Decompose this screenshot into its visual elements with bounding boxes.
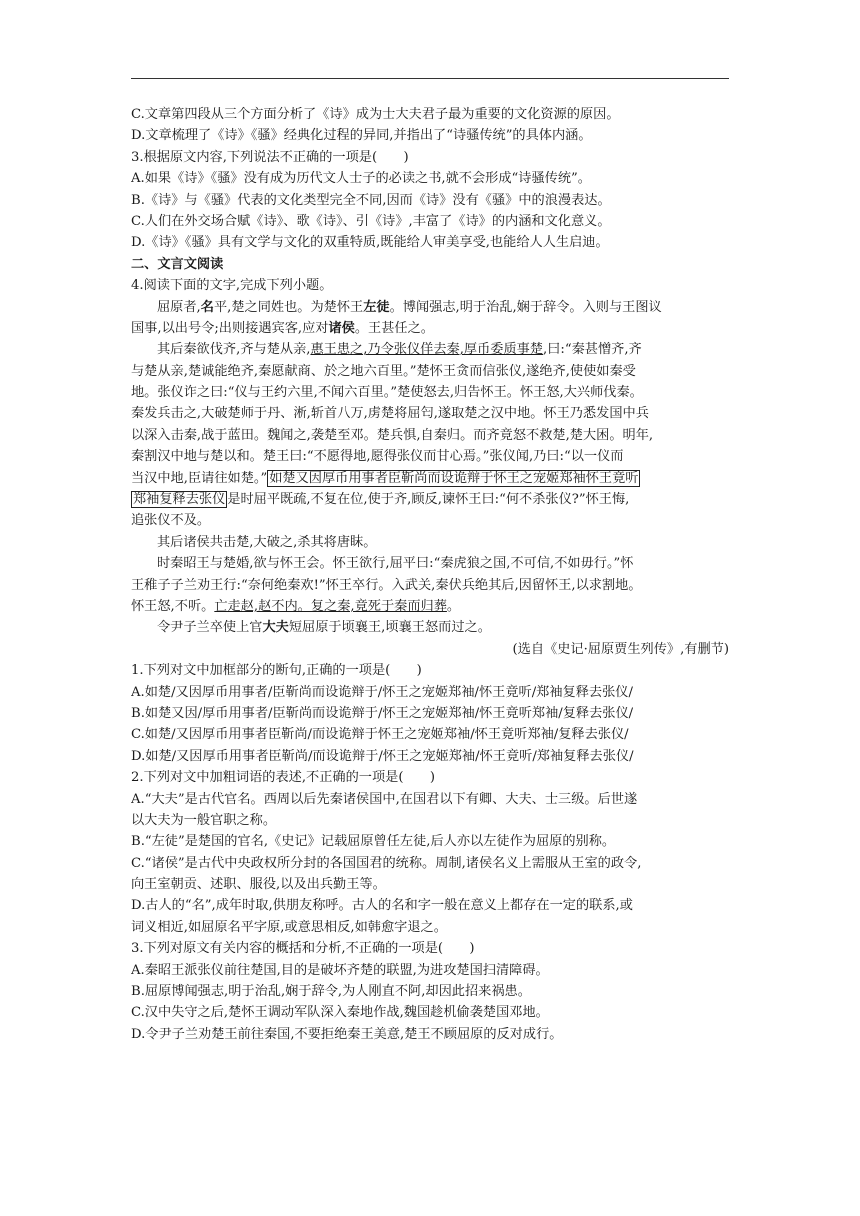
option-line: A.如果《诗》《骚》没有成为历代文人士子的必读之书,就不会形成“诗骚传统”。 — [131, 171, 591, 187]
option-line: A.如楚/又因厚币用事者/臣靳尚而设诡辩于/怀王之宠姬郑袖/怀王竟听/郑袖复释去张仪/ — [131, 684, 633, 700]
boxed-text: 如楚又因厚币用事者臣靳尚而设诡辩于怀王之宠姬郑袖怀王竟听 — [269, 470, 639, 486]
question-stem: 1.下列对文中加框部分的断句,正确的一项是( ) — [131, 663, 422, 679]
text-run: 其后秦欲伐齐,齐与楚从亲, — [157, 342, 311, 358]
option-line: C.汉中失守之后,楚怀王调动军队深入秦地作战,魏国趁机偷袭楚国邓地。 — [131, 1005, 549, 1021]
option-line: D.《诗》《骚》具有文学与文化的双重特质,既能给人审美享受,也能给人人生启迪。 — [131, 235, 609, 251]
document-page — [131, 104, 729, 1045]
text-run: 短屈原于顷襄王,顷襄王怒而过之。 — [288, 620, 491, 636]
option-line: D.古人的“名”,成年时取,供朋友称呼。古人的名和字一般在意义上都存在一定的联系,或 — [131, 898, 633, 914]
text-run: 屈原者, — [157, 299, 201, 315]
option-line: 词义相近,如屈原名平字原,或意思相反,如韩愈字退之。 — [131, 919, 447, 935]
text-run: 怀王怒,不听。 — [131, 598, 215, 614]
bold-term: 大夫 — [262, 620, 289, 636]
question-intro: 4.阅读下面的文字,完成下列小题。 — [131, 278, 333, 294]
passage-line: 其后诸侯共击楚,大破之,杀其将唐眜。 — [157, 534, 377, 550]
text-run: 。 — [446, 598, 461, 614]
option-line: C.“诸侯”是古代中央政权所分封的各国国君的统称。周制,诸侯名义上需服从王室的政令, — [131, 855, 642, 871]
passage-line — [131, 297, 729, 318]
boxed-text: 郑袖复释去张仪 — [133, 492, 226, 508]
passage-line — [131, 489, 729, 510]
passage-line: 与楚从亲,楚诚能绝齐,秦愿献商、於之地六百里。”楚怀王贪而信张仪,遂绝齐,使使如秦受 — [131, 363, 636, 379]
option-line: D.令尹子兰劝楚王前往秦国,不要拒绝秦王美意,楚王不顾屈原的反对成行。 — [131, 1026, 563, 1042]
option-line: A.秦昭王派张仪前往楚国,目的是破坏齐楚的联盟,为进攻楚国扫清障碍。 — [131, 962, 549, 978]
option-line: C.如楚/又因厚币用事者臣靳尚/而设诡辩于怀王之宠姬郑袖/怀王竟听郑袖/复释去张仪/ — [131, 727, 629, 743]
source-citation: (选自《史记·屈原贾生列传》,有删节) — [512, 641, 729, 657]
text-run: 。王甚任之。 — [354, 320, 434, 336]
option-line: C.文章第四段从三个方面分析了《诗》成为士大夫君子最为重要的文化资源的原因。 — [131, 107, 620, 122]
option-line: 向王室朝贡、述职、服役,以及出兵勤王等。 — [131, 877, 386, 893]
text-run: ,曰:“秦甚憎齐,齐 — [543, 342, 642, 358]
option-line: A.“大夫”是古代官名。西周以后先秦诸侯国中,在国君以下有卿、大夫、士三级。后世遂 — [131, 791, 638, 807]
section-title: 二、文言文阅读 — [131, 256, 224, 272]
question-stem: 3.根据原文内容,下列说法不正确的一项是( ) — [131, 149, 409, 165]
underlined-text: 亡走赵,赵不内。复之秦,竟死于秦而归葬 — [214, 598, 447, 614]
text-run: 国事,以出号令;出则接遇宾客,应对 — [131, 320, 329, 336]
option-line: D.如楚/又因厚币用事者臣靳尚/而设诡辩于/怀王之宠姬郑袖/怀王竟听/郑袖复释去张仪/ — [131, 748, 634, 764]
text-run: 令尹子兰卒使上官 — [157, 620, 263, 636]
option-line: 以大夫为一般官职之称。 — [131, 812, 277, 828]
passage-line — [131, 617, 729, 638]
passage-line: 地。张仪诈之曰:“仪与王约六里,不闻六百里。”楚使怒去,归告怀王。怀王怒,大兴师伐秦。 — [131, 385, 643, 401]
bold-term: 名 — [200, 299, 214, 315]
question-stem: 3.下列对原文有关内容的概括和分析,不正确的一项是( ) — [131, 941, 475, 957]
option-line: B.如楚又因/厚币用事者/臣靳尚而设诡辩于/怀王之宠姬郑袖/怀王竟听郑袖/复释去张仪/ — [131, 705, 634, 721]
option-line: B.屈原博闻强志,明于治乱,娴于辞令,为人刚直不阿,却因此招来祸患。 — [131, 984, 531, 1000]
option-line: B.“左徒”是楚国的官名,《史记》记载屈原曾任左徒,后人亦以左徒作为屈原的别称。 — [131, 834, 616, 850]
passage-line — [131, 339, 729, 360]
option-line: B.《诗》与《骚》代表的文化类型完全不同,因而《诗》没有《骚》中的浪漫表达。 — [131, 192, 611, 208]
bold-term: 诸侯 — [328, 320, 355, 336]
option-line: D.文章梳理了《诗》《骚》经典化过程的异同,并指出了“诗骚传统”的具体内涵。 — [131, 128, 592, 144]
passage-line: 追张仪不及。 — [131, 513, 211, 529]
text-run: 当汉中地,臣请往如楚。” — [131, 470, 268, 486]
text-run: 是时屈平既疏,不复在位,使于齐,顾反,谏怀王曰:“何不杀张仪?”怀王悔, — [227, 492, 630, 508]
passage-line — [131, 318, 729, 339]
option-line: C.人们在外交场合赋《诗》、歌《诗》、引《诗》,丰富了《诗》的内涵和文化意义。 — [131, 213, 611, 229]
passage-line — [131, 596, 729, 617]
passage-line: 秦割汉中地与楚以和。楚王曰:“不愿得地,愿得张仪而甘心焉。”张仪闻,乃曰:“以一仪而 — [131, 449, 624, 465]
bold-term: 左徒 — [363, 299, 390, 315]
question-stem: 2.下列对文中加粗词语的表述,不正确的一项是( ) — [131, 770, 435, 786]
underlined-text: 惠王患之,乃令张仪佯去秦,厚币委质事楚 — [310, 342, 544, 358]
passage-line: 以深入击秦,战于蓝田。魏闻之,袭楚至邓。楚兵惧,自秦归。而齐竟怒不救楚,楚大困。明年, — [131, 427, 654, 443]
passage-line — [131, 468, 729, 489]
header-rule — [131, 78, 729, 79]
text-run: 平,楚之同姓也。为楚怀王 — [213, 299, 364, 315]
text-run: 。博闻强志,明于治乱,娴于辞令。入则与王图议 — [389, 299, 662, 315]
passage-line: 王稚子子兰劝王行:“奈何绝秦欢!”怀王卒行。入武关,秦伏兵绝其后,因留怀王,以求割地。 — [131, 577, 642, 593]
passage-line: 时秦昭王与楚婚,欲与怀王会。怀王欲行,屈平曰:“秦虎狼之国,不可信,不如毋行。”怀 — [157, 556, 634, 572]
passage-line: 秦发兵击之,大破楚师于丹、淅,斩首八万,虏楚将屈匄,遂取楚之汉中地。怀王乃悉发国中兵 — [131, 406, 649, 422]
